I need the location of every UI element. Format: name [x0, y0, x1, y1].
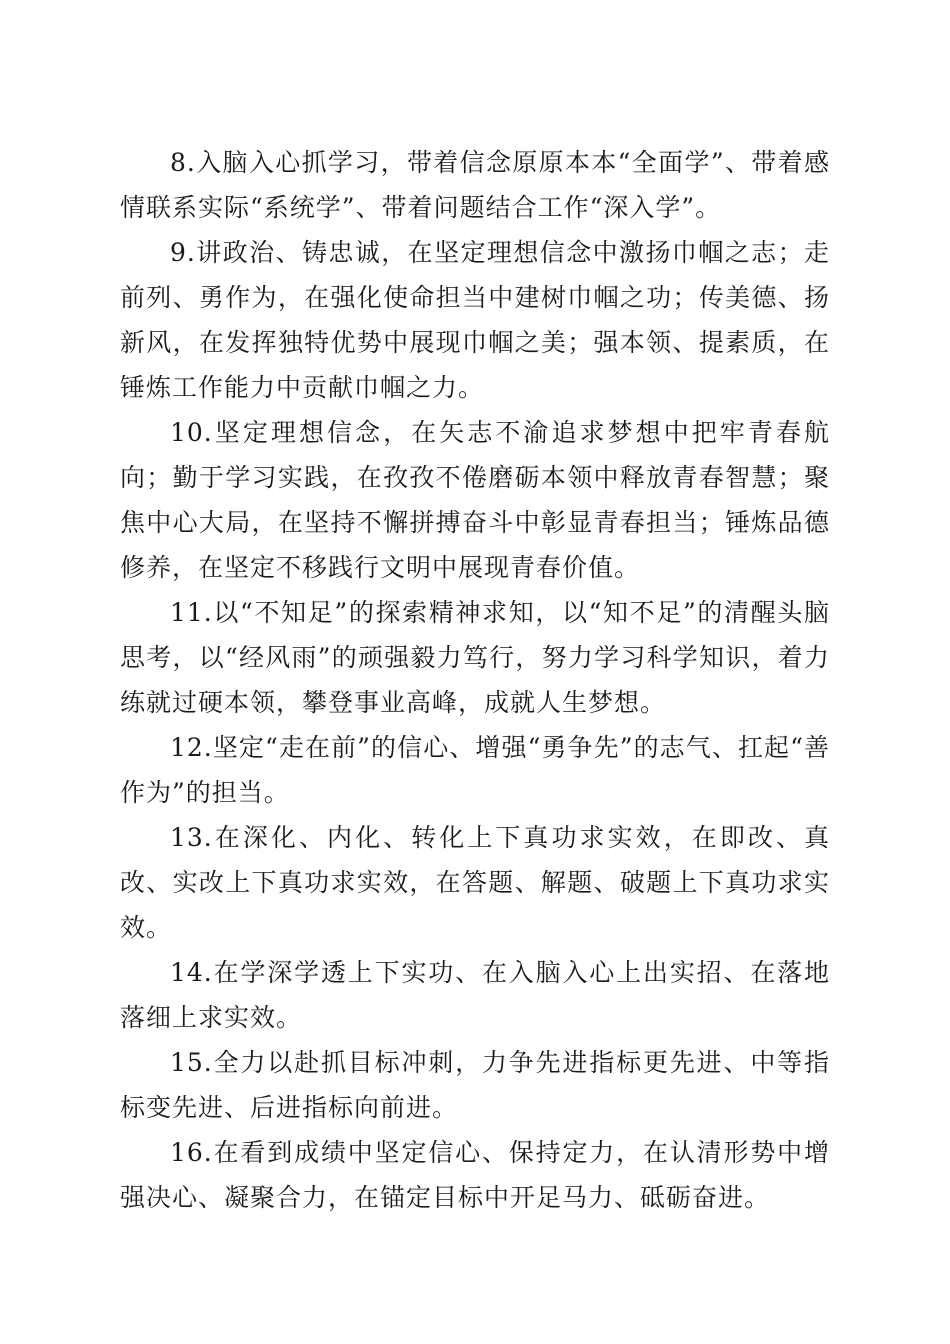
paragraph-item-9: 9.讲政治、铸忠诚，在坚定理想信念中激扬巾帼之志；走前列、勇作为，在强化使命担当中建树巾帼之功；传美德、扬新风，在发挥独特优势中展现巾帼之美；强本领、提素质，在锤炼工作能力中贡献巾帼之力。 [120, 238, 830, 402]
paragraph-item-15: 15.全力以赴抓目标冲刺，力争先进指标更先进、中等指标变先进、后进指标向前进。 [120, 1048, 830, 1122]
paragraph-item-8: 8.入脑入心抓学习，带着信念原原本本“全面学”、带着感情联系实际“系统学”、带着问题结合工作“深入学”。 [120, 148, 830, 222]
paragraph-item-16: 16.在看到成绩中坚定信心、保持定力，在认清形势中增强决心、凝聚合力，在锚定目标中开足马力、砥砺奋进。 [120, 1138, 830, 1212]
paragraph-item-13: 13.在深化、内化、转化上下真功求实效，在即改、真改、实改上下真功求实效，在答题、解题、破题上下真功求实效。 [120, 823, 830, 942]
paragraph-item-11: 11.以“不知足”的探索精神求知，以“知不足”的清醒头脑思考，以“经风雨”的顽强毅力笃行，努力学习科学知识，着力练就过硬本领，攀登事业高峰，成就人生梦想。 [120, 598, 830, 717]
paragraph-item-12: 12.坚定“走在前”的信心、增强“勇争先”的志气、扛起“善作为”的担当。 [120, 733, 830, 807]
paragraph-item-10: 10.坚定理想信念，在矢志不渝追求梦想中把牢青春航向；勤于学习实践，在孜孜不倦磨砺本领中释放青春智慧；聚焦中心大局，在坚持不懈拼搏奋斗中彰显青春担当；锤炼品德修养，在坚定不移践行文明中展现青春价值。 [120, 418, 830, 582]
paragraph-item-14: 14.在学深学透上下实功、在入脑入心上出实招、在落地落细上求实效。 [120, 958, 830, 1032]
document-body [120, 140, 830, 1220]
